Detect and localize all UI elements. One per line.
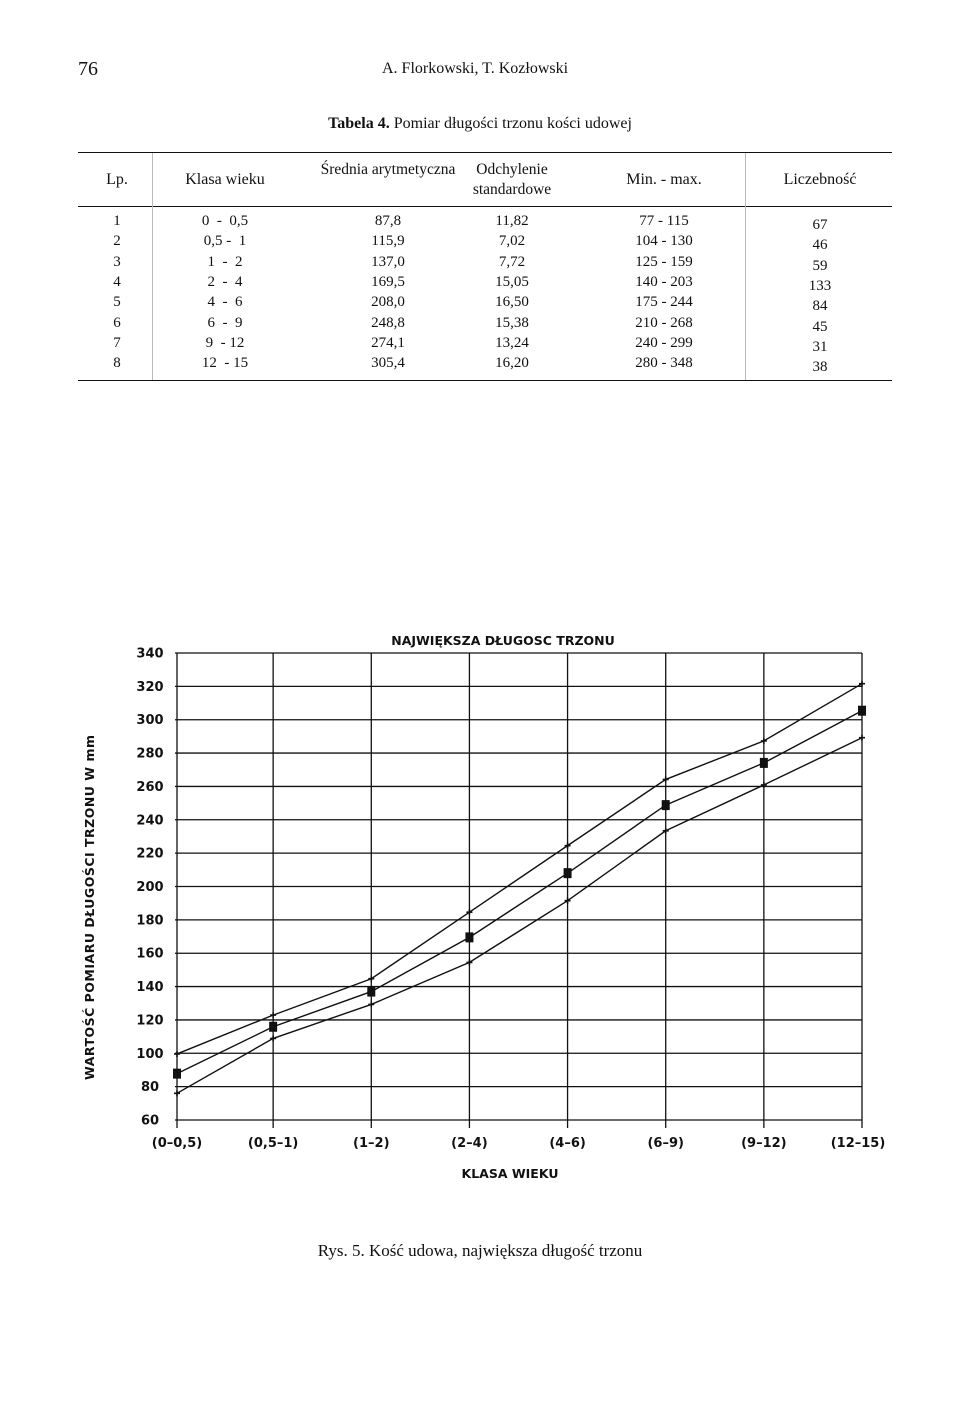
table-cell: 9 - 12 [205, 334, 245, 351]
column-header: Odchylenie standardowe [472, 161, 552, 198]
table-cell: 87,8 [374, 213, 402, 229]
y-tick-label: 260 [136, 779, 164, 795]
x-tick-label: (6–9) [647, 1136, 684, 1151]
table-cell: 6 [113, 314, 121, 331]
y-tick-label: 120 [136, 1013, 164, 1029]
column-divider [745, 153, 746, 380]
x-tick-label: (9–12) [741, 1136, 787, 1151]
series-line [177, 684, 862, 1054]
column-header: Liczebność [783, 171, 857, 188]
table-cell: 240 - 299 [635, 334, 693, 351]
table-cell: 11,82 [495, 213, 529, 229]
table-title: Pomiar długości trzonu kości udowej [393, 115, 632, 132]
table-cell: 38 [812, 359, 828, 376]
table-cell: 137,0 [371, 253, 405, 270]
table-cell: 16,20 [495, 355, 529, 372]
table-cell: 31 [812, 338, 828, 355]
x-tick-label: (0,5–1) [247, 1136, 299, 1151]
table-cell: 4 [113, 273, 121, 290]
chart-svg [0, 600, 960, 1200]
table-cell: 7,72 [498, 253, 526, 270]
data-point-mean [173, 1069, 181, 1079]
table-cell: 77 - 115 [639, 213, 689, 229]
column-header: Klasa wieku [185, 171, 265, 188]
table-cell: 133 [808, 277, 832, 294]
data-point-bound [270, 1012, 276, 1018]
table-cell: 2 [113, 233, 121, 250]
table-cell: 280 - 348 [635, 355, 693, 372]
y-tick-label: 140 [136, 980, 164, 996]
table-cell: 45 [812, 318, 828, 335]
y-tick-label: 240 [136, 813, 164, 829]
x-tick-label: (4–6) [549, 1136, 586, 1151]
y-tick-label: 100 [136, 1046, 164, 1062]
table-caption [0, 115, 960, 133]
table-cell: 3 [113, 253, 121, 270]
y-tick-label: 300 [136, 713, 164, 729]
y-axis-label: WARTOŚĆ POMIARU DŁUGOŚCI TRZONU W mm [82, 734, 97, 1080]
y-tick-label: 200 [136, 880, 164, 895]
table-cell: 115,9 [371, 233, 405, 250]
x-axis-label: KLASA WIEKU [461, 1166, 559, 1181]
y-tick-label: 220 [136, 846, 164, 862]
series-line [177, 738, 862, 1094]
table-cell: 7 [113, 334, 121, 351]
table-cell: 210 - 268 [635, 314, 693, 331]
series-line [177, 711, 862, 1074]
table-cell: 15,05 [495, 273, 529, 290]
table-cell: 1 [113, 213, 121, 229]
data-point-mean [760, 758, 768, 768]
running-header: A. Florkowski, T. Kozłowski [382, 60, 569, 77]
table-cell: 67 [812, 217, 828, 233]
y-tick-label: 80 [140, 1080, 160, 1096]
table-cell: 0 - 0,5 [201, 213, 249, 229]
table-cell: 59 [812, 257, 828, 274]
table-cell: 274,1 [371, 334, 405, 351]
chart-title: NAJWIĘKSZA DŁUGOSC TRZONU [391, 633, 615, 648]
data-point-bound [859, 735, 865, 741]
y-tick-label: 320 [136, 679, 164, 695]
table-cell: 4 - 6 [207, 294, 243, 311]
table-cell: 208,0 [371, 294, 405, 311]
data-point-bound [174, 1090, 180, 1096]
table-label: Tabela 4. [328, 115, 390, 132]
table-cell: 1 - 2 [207, 253, 243, 270]
data-point-bound [174, 1051, 180, 1057]
x-tick-label: (12–15) [830, 1136, 886, 1151]
data-point-mean [662, 800, 670, 810]
column-header: Min. - max. [626, 171, 702, 188]
y-tick-label: 180 [136, 913, 164, 929]
x-tick-label: (1–2) [353, 1136, 390, 1151]
table-cell: 169,5 [371, 273, 405, 290]
table-header-rule [78, 206, 892, 207]
page-number: 76 [78, 58, 98, 80]
table-cell: 175 - 244 [635, 294, 693, 311]
column-header: Lp. [106, 171, 128, 188]
table-cell: 7,02 [498, 233, 526, 250]
table-cell: 12 - 15 [201, 355, 249, 372]
table-cell: 104 - 130 [635, 233, 693, 250]
table-cell: 13,24 [495, 334, 529, 351]
table-cell: 2 - 4 [207, 273, 243, 290]
y-tick-label: 280 [136, 746, 164, 762]
figure-caption: Rys. 5. Kość udowa, największa długość trzonu [317, 1241, 643, 1260]
table-top-rule [78, 152, 892, 153]
table-cell: 15,38 [495, 314, 529, 331]
data-point-mean [269, 1022, 277, 1032]
y-tick-label: 60 [140, 1113, 160, 1129]
table-cell: 5 [113, 294, 121, 311]
table-cell: 305,4 [371, 355, 405, 372]
y-tick-label: 340 [136, 646, 164, 662]
data-point-mean [564, 868, 572, 878]
table-cell: 8 [113, 355, 121, 372]
table-cell: 46 [812, 237, 828, 254]
table-cell: 84 [812, 298, 828, 315]
x-tick-label: (2–4) [451, 1136, 488, 1151]
y-tick-label: 160 [136, 946, 164, 962]
data-point-bound [270, 1035, 276, 1041]
data-point-bound [761, 738, 767, 744]
table-cell: 140 - 203 [635, 273, 693, 290]
data-point-mean [858, 706, 866, 716]
table-cell: 6 - 9 [207, 314, 243, 331]
column-header: Średnia arytmetyczna [320, 161, 456, 178]
table-cell: 125 - 159 [635, 253, 693, 270]
table-bottom-rule [78, 380, 892, 381]
data-point-mean [367, 987, 375, 997]
x-tick-label: (0–0,5) [151, 1136, 203, 1151]
table-cell: 0,5 - 1 [203, 233, 247, 250]
data-point-mean [465, 932, 473, 942]
table-cell: 248,8 [371, 314, 405, 331]
table-cell: 16,50 [495, 294, 529, 311]
data-point-bound [368, 1001, 374, 1007]
